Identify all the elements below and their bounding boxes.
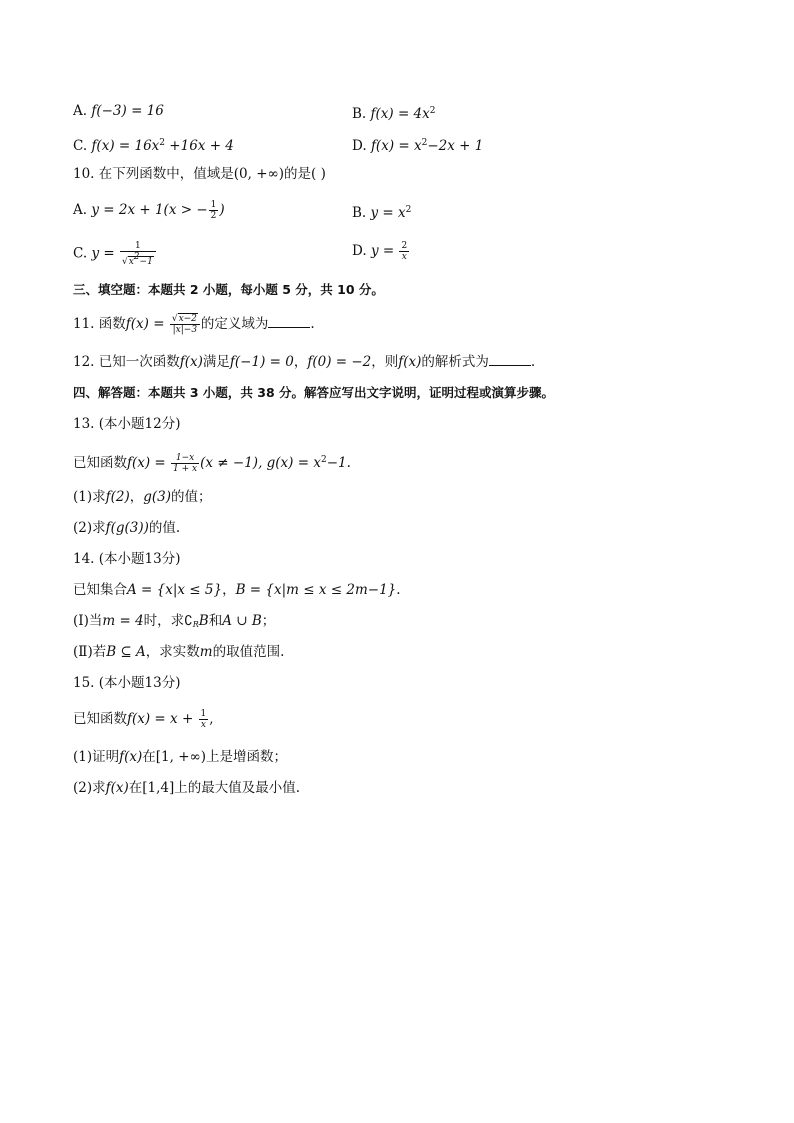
stem-text: ，则 bbox=[371, 354, 399, 370]
answer-blank[interactable] bbox=[268, 315, 310, 328]
q9-option-c bbox=[73, 133, 234, 156]
fraction-numerator: √x−2 bbox=[170, 314, 200, 325]
q15-stem bbox=[73, 709, 214, 730]
exponent: 2 bbox=[320, 455, 327, 465]
fraction bbox=[171, 453, 199, 474]
comma: ， bbox=[129, 489, 144, 505]
comma: ， bbox=[293, 354, 308, 370]
fraction bbox=[199, 709, 209, 730]
part-text-end: 上的最大值及最小值. bbox=[174, 780, 301, 796]
part-text-end: 的值； bbox=[171, 489, 212, 505]
part-text-end: 上是增函数； bbox=[206, 749, 288, 765]
fraction-denominator: $√x^2-1$ bbox=[121, 252, 153, 267]
q10-option-b bbox=[352, 200, 411, 223]
option-expression-tail: +16x + 4 bbox=[165, 138, 234, 154]
expression: f(2) bbox=[105, 489, 130, 505]
condition: (x ≠ −1), g(x) = x bbox=[200, 455, 321, 471]
interval: [1, +∞) bbox=[155, 749, 207, 765]
set-name: B bbox=[198, 613, 209, 629]
function-expression: f(x) bbox=[119, 749, 143, 765]
option-label: B. bbox=[352, 106, 371, 122]
fraction-numerator: 1 bbox=[120, 241, 156, 252]
fraction-numerator: 2 bbox=[401, 241, 408, 251]
function-expression: f(x) = bbox=[127, 455, 171, 471]
option-expression: f(−3) = 16 bbox=[91, 103, 164, 119]
option-expression: f(x) = x bbox=[370, 138, 422, 154]
q14-part-2 bbox=[73, 642, 284, 662]
exponent: 2 bbox=[405, 205, 412, 215]
option-label: A. bbox=[73, 103, 92, 119]
part-text: ，求实数 bbox=[145, 644, 200, 660]
set-b: B = {x|m ≤ x ≤ 2m−1} bbox=[235, 582, 397, 598]
q12-stem bbox=[73, 352, 535, 372]
comma: ， bbox=[222, 582, 236, 598]
exponent: 2 bbox=[421, 138, 428, 148]
q9-option-b bbox=[352, 101, 436, 124]
fraction-numerator: 1 bbox=[200, 709, 207, 719]
condition: f(−1) = 0 bbox=[229, 354, 294, 370]
q13-part-1 bbox=[73, 487, 212, 507]
fraction-numerator: 1−x bbox=[171, 453, 199, 464]
fraction bbox=[170, 314, 200, 335]
stem-text: 12. 已知一次函数 bbox=[73, 354, 180, 370]
q13-stem bbox=[73, 450, 351, 474]
stem-text: 满足 bbox=[202, 354, 230, 370]
q14-part-1 bbox=[73, 611, 275, 635]
q13-part-2 bbox=[73, 518, 180, 538]
q15-part-1 bbox=[73, 747, 287, 767]
q15-part-2 bbox=[73, 778, 300, 798]
part-text-end: 的值. bbox=[148, 520, 181, 536]
period: . bbox=[530, 354, 536, 370]
part-text: 在 bbox=[142, 749, 156, 765]
stem-text: 11. 函数 bbox=[73, 316, 126, 332]
stem-text-end: 的定义域为 bbox=[200, 316, 269, 332]
complement-symbol: ∁ bbox=[184, 613, 193, 629]
part-text: (2)求 bbox=[73, 520, 106, 536]
option-expression-tail: −2x + 1 bbox=[427, 138, 484, 154]
part-text: 时，求 bbox=[143, 613, 185, 629]
section-4-heading: 四、解答题：本题共 3 小题，共 38 分。解答应写出文字说明，证明过程或演算步骤。 bbox=[73, 385, 555, 400]
fraction-denominator: 2 bbox=[210, 211, 217, 221]
q14-title: 14. (本小题13分) bbox=[73, 551, 181, 567]
fraction-denominator: 1 + x bbox=[173, 464, 198, 474]
option-label: D. bbox=[352, 138, 371, 154]
fraction-numerator: 1 bbox=[210, 200, 217, 210]
period: . bbox=[310, 316, 315, 332]
q9-option-d bbox=[352, 133, 483, 156]
stem-text-end: 的解析式为 bbox=[421, 354, 489, 370]
option-label: A. bbox=[73, 202, 92, 218]
condition-tail: −1. bbox=[326, 455, 351, 471]
section-3-heading: 三、填空题：本题共 2 小题，每小题 5 分，共 10 分。 bbox=[73, 282, 384, 297]
fraction-denominator: x bbox=[401, 252, 407, 262]
stem-text: 已知函数 bbox=[73, 455, 127, 471]
stem-text-end: 的是( ) bbox=[284, 166, 326, 182]
semicolon: ； bbox=[261, 613, 276, 629]
expression: g(3) bbox=[143, 489, 172, 505]
option-expression: f(x) = 4x bbox=[370, 106, 430, 122]
option-expression-tail: ) bbox=[219, 202, 225, 218]
fraction-denominator: |x|−3 bbox=[172, 325, 198, 335]
fraction bbox=[209, 200, 219, 221]
part-text: (1)求 bbox=[73, 489, 106, 505]
option-label: D. bbox=[352, 243, 371, 259]
q10-option-d bbox=[352, 241, 410, 262]
q15-title: 15. (本小题13分) bbox=[73, 675, 181, 691]
fraction bbox=[120, 241, 156, 267]
option-expression: f(x) = 16x bbox=[91, 138, 160, 154]
variable: m bbox=[199, 644, 213, 660]
interval: (0, +∞) bbox=[233, 166, 285, 182]
radicand-tail: −1 bbox=[139, 257, 153, 267]
part-text: 和 bbox=[208, 613, 223, 629]
answer-blank[interactable] bbox=[489, 353, 531, 366]
condition: B ⊆ A bbox=[106, 644, 146, 660]
function-expression: f(x) bbox=[179, 354, 203, 370]
radicand: x−2 bbox=[178, 314, 197, 324]
condition: m = 4 bbox=[102, 613, 144, 629]
function-expression: f(x) bbox=[398, 354, 422, 370]
exponent: 2 bbox=[133, 252, 140, 262]
fraction-denominator: x bbox=[200, 720, 206, 730]
q10-option-a bbox=[73, 200, 225, 221]
stem-text: 已知集合 bbox=[73, 582, 127, 598]
q11-stem bbox=[73, 314, 315, 335]
stem-text: 10. 在下列函数中，值域是 bbox=[73, 166, 234, 182]
option-expression: y = 2x + 1(x > − bbox=[91, 202, 208, 218]
part-text: (1)证明 bbox=[73, 749, 120, 765]
union-expression: A ∪ B bbox=[222, 613, 262, 629]
interval: [1,4] bbox=[142, 780, 175, 796]
part-text: (Ⅰ)当 bbox=[73, 613, 103, 629]
option-expression: y = bbox=[370, 243, 399, 259]
q10-option-c bbox=[73, 241, 157, 267]
subscript: R bbox=[192, 620, 199, 629]
exponent: 2 bbox=[429, 106, 436, 116]
q13-title: 13. (本小题12分) bbox=[73, 416, 181, 432]
radicand bbox=[128, 252, 154, 267]
exponent: 2 bbox=[159, 138, 166, 148]
option-label: C. bbox=[73, 138, 92, 154]
function-expression: f(x) bbox=[105, 780, 129, 796]
part-text: (2)求 bbox=[73, 780, 106, 796]
q9-option-a bbox=[73, 101, 164, 121]
q10-stem bbox=[73, 164, 326, 184]
fraction bbox=[399, 241, 409, 262]
option-label: C. bbox=[73, 245, 92, 262]
function-expression: f(x) = x + bbox=[127, 711, 198, 727]
option-label: B. bbox=[352, 205, 371, 221]
stem-text: 已知函数 bbox=[73, 711, 127, 727]
q14-stem bbox=[73, 580, 401, 600]
comma: , bbox=[209, 711, 214, 727]
part-text-end: 的取值范围. bbox=[212, 644, 285, 660]
radicand-base: x bbox=[128, 257, 134, 267]
part-text: 在 bbox=[128, 780, 143, 796]
function-expression: f(x) = bbox=[125, 316, 169, 332]
period: . bbox=[396, 582, 401, 598]
part-text: (Ⅱ)若 bbox=[73, 644, 107, 660]
expression: f(g(3)) bbox=[105, 520, 149, 536]
condition: f(0) = −2 bbox=[307, 354, 372, 370]
option-expression: y = bbox=[91, 245, 119, 262]
set-a: A = {x|x ≤ 5} bbox=[127, 582, 223, 598]
option-expression: y = x bbox=[370, 205, 406, 221]
